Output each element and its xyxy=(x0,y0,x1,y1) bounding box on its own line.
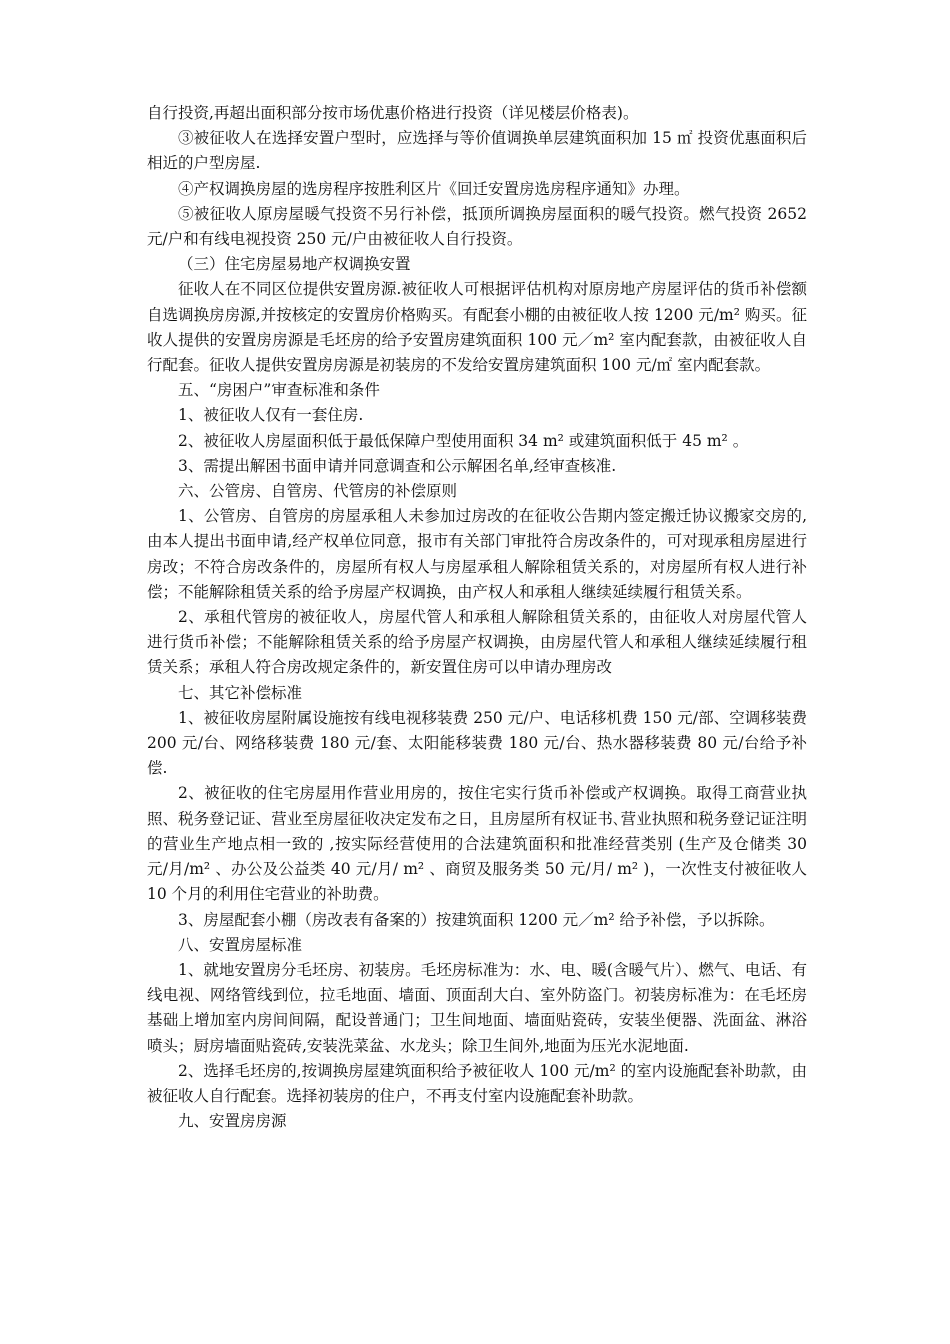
paragraph: ④产权调换房屋的选房程序按胜利区片《回迁安置房选房程序通知》办理。 xyxy=(178,179,690,198)
paragraph: 1、被征收人仅有一套住房. xyxy=(178,406,364,425)
section-heading: 七、其它补偿标准 xyxy=(178,683,303,702)
paragraph: 2、选择毛坯房的,按调换房屋建筑面积给予被征收人 100 元/m² 的室内设施配套补助款，由被征收人自行配套。选择初装房的住户，不再支付室内设施配套补助款。 xyxy=(147,1061,807,1105)
paragraph: 1、就地安置房分毛坯房、初装房。毛坯房标准为：水、电、暖(含暖气片）、燃气、电话、有线电视、网络管线到位，拉毛地面、墙面、顶面刮大白、室外防盗门。初装房标准为：在毛坯房基础上增加室内房间间隔，配设普通门；卫生间地面、墙面贴瓷砖，安装坐便器、洗面盆、淋浴喷头；厨房墙面贴瓷砖,安装洗菜盆、水龙头；除卫生间外,地面为压光水泥地面. xyxy=(147,960,807,1055)
paragraph: 1、公管房、自管房的房屋承租人未参加过房改的在征收公告期内签定搬迁协议搬家交房的,由本人提出书面申请,经产权单位同意，报市有关部门审批符合房改条件的，可对现承租房屋进行房改；不符合房改条件的，房屋所有权人与房屋承租人解除租赁关系的，对房屋所有权人进行补偿；不能解除租赁关系的给予房屋产权调换，由产权人和承租人继续延续履行租赁关系。 xyxy=(147,507,807,601)
paragraph: 2、被征收的住宅房屋用作营业用房的，按住宅实行货币补偿或产权调换。取得工商营业执照、税务登记证、营业至房屋征收决定发布之日，且房屋所有权证书､营业执照和税务登记证注明的营业生产地点相一致的 ,按实际经营使用的合法建筑面积和批准经营类别 (生产及仓储类 30 元/月/m² 、办公及公益类 40 元/月/ m² 、商贸及服务类 50 元/月/ m² )，一次性支付被征收人 10 个月的利用住宅营业的补助费。 xyxy=(147,784,807,904)
section-heading: （三）住宅房屋易地产权调换安置 xyxy=(178,255,411,274)
section-heading: 九、安置房房源 xyxy=(178,1112,287,1131)
paragraph: 征收人在不同区位提供安置房源.被征收人可根据评估机构对原房地产房屋评估的货币补偿额自选调换房房源,并按核定的安置房价格购买。有配套小棚的由被征收人按 1200 元/m² 购买。征收人提供的安置房房源是毛坯房的给予安置房建筑面积 100 元／m² 室内配套款，由被征收人自行配套。征收人提供安置房房源是初装房的不发给安置房建筑面积 100 元/㎡ 室内配套款。 xyxy=(147,280,807,375)
section-heading: 六、公管房、自管房、代管房的补偿原则 xyxy=(178,482,458,501)
paragraph: 1、被征收房屋附属设施按有线电视移装费 250 元/户、电话移机费 150 元/部、空调移装费 200 元/台、网络移装费 180 元/套、太阳能移装费 180 元/台、热水器移装费 80 元/台给予补偿. xyxy=(147,708,807,778)
paragraph: 3、房屋配套小棚（房改表有备案的）按建筑面积 1200 元／m² 给予补偿，予以拆除。 xyxy=(178,910,775,929)
document-body xyxy=(147,101,807,1134)
paragraph: 自行投资,再超出面积部分按市场优惠价格进行投资（详见楼层价格表)。 xyxy=(147,104,639,122)
paragraph: 2、承租代管房的被征收人，房屋代管人和承租人解除租赁关系的，由征收人对房屋代管人进行货币补偿；不能解除租赁关系的给予房屋产权调换，由房屋代管人和承租人继续延续履行租赁关系；承租人符合房改规定条件的，新安置住房可以申请办理房改 xyxy=(147,608,807,677)
paragraph: ⑤被征收人原房屋暖气投资不另行补偿，抵顶所调换房屋面积的暖气投资。燃气投资 2652 元/户和有线电视投资 250 元/户由被征收人自行投资。 xyxy=(147,204,807,249)
paragraph: 3、需提出解困书面申请并同意调查和公示解困名单,经审查核准. xyxy=(178,456,617,475)
paragraph: 2、被征收人房屋面积低于最低保障户型使用面积 34 m² 或建筑面积低于 45 m² 。 xyxy=(178,431,749,450)
section-heading: 八、安置房屋标准 xyxy=(178,935,303,954)
section-heading: 五、“房困户”审查标准和条件 xyxy=(178,381,380,400)
paragraph: ③被征收人在选择安置户型时，应选择与等价值调换单层建筑面积加 15 ㎡ 投资优惠面积后相近的户型房屋. xyxy=(147,129,807,173)
